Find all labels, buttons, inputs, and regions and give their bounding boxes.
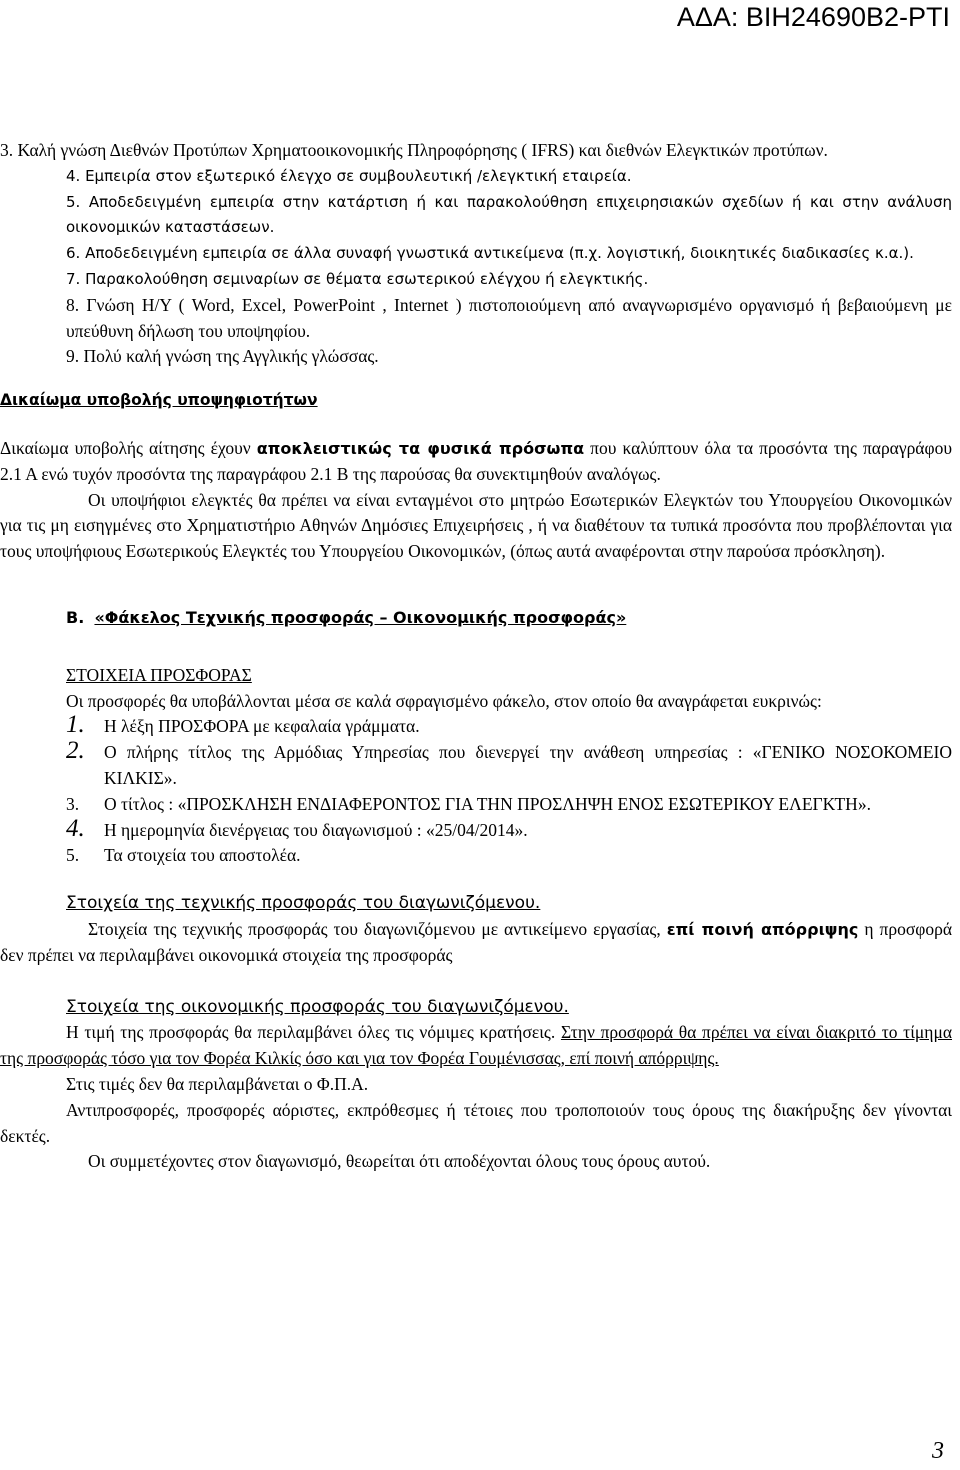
qual-item-8: 8. Γνώση Η/Υ ( Word, Excel, PowerPoint , Internet ) πιστοποιούμενη από αναγνωρισμένο οργανισμό ή βεβαιούμενη με υπεύθυνη δήλωση του υποψηφίου. xyxy=(66,294,952,341)
financial-paragraph-4: Οι συμμετέχοντες στον διαγωνισμό, θεωρείται ότι αποδέχονται όλους τους όρους αυτού. xyxy=(88,1151,711,1172)
technical-paragraph: Στοιχεία της τεχνικής προσφοράς του διαγωνιζόμενου με αντικείμενο εργασίας, επί ποινή απόρριψης η προσφορά δεν πρέπει να περιλαμβάνει οικονομικά στοιχεία της προσφοράς xyxy=(0,918,953,965)
financial-paragraph-2: Στις τιμές δεν θα περιλαμβάνεται ο Φ.Π.Α. xyxy=(66,1073,369,1094)
page-number: 3 xyxy=(932,1438,944,1464)
qual-item-9: 9. Πολύ καλή γνώση της Αγγλικής γλώσσας. xyxy=(66,346,379,367)
offer-item-5: 5. Τα στοιχεία του αποστολέα. xyxy=(66,845,301,866)
financial-paragraph-3: Αντιπροσφορές, προσφορές αόριστες, εκπρόθεσμες ή τέτοιες που τροποποιούν τους όρους της διακήρυξης δεν γίνονται δεκτές. xyxy=(0,1099,952,1146)
technical-bold-phrase: επί ποινή απόρριψης xyxy=(666,919,859,939)
offer-intro: Οι προσφορές θα υποβάλλονται μέσα σε καλά σφραγισμένο φάκελο, στον οποίο θα αναγράφεται ευκρινώς: xyxy=(66,690,822,711)
rights-heading: Δικαίωμα υποβολής υποψηφιοτήτων xyxy=(0,391,318,410)
qual-item-3: 3. Καλή γνώση Διεθνών Προτύπων Χρηματοοικονομικής Πληροφόρησης ( IFRS) και διεθνών Ελεγκτικών προτύπων. xyxy=(0,140,828,160)
section-b-title: Β. «Φάκελος Τεχνικής προσφοράς – Οικονομικής προσφοράς» xyxy=(66,607,627,627)
financial-underlined-note: Στην προσφορά θα πρέπει να είναι διακριτό το τίμημα της προσφοράς τόσο για τον Φορέα Κιλκίς όσο και για τον Φορέα Γουμένισσας, επί ποινή απόρριψης. xyxy=(0,1022,953,1069)
qual-item-6: 6. Αποδεδειγμένη εμπειρία σε άλλα συναφή γνωστικά αντικείμενα (π.χ. λογιστική, διοικητικές διαδικασίες κ.α.). xyxy=(66,244,914,263)
rights-bold-phrase: αποκλειστικώς τα φυσικά πρόσωπα xyxy=(256,438,585,458)
offer-item-1: 1. Η λέξη ΠΡΟΣΦΟΡΑ με κεφαλαία γράμματα. xyxy=(66,711,420,739)
offer-item-2: 2. Ο πλήρης τίτλος της Αρμόδιας Υπηρεσίας που διενεργεί την ανάθεση υπηρεσίας : «ΓΕΝΙΚΟ ΝΟΣΟΚΟΜΕΙΟ ΚΙΛΚΙΣ». xyxy=(66,737,952,788)
qual-item-7: 7. Παρακολούθηση σεμιναρίων σε θέματα εσωτερικού ελέγχου ή ελεγκτικής. xyxy=(66,269,649,288)
rights-paragraph-1: Δικαίωμα υποβολής αίτησης έχουν αποκλειστικώς τα φυσικά πρόσωπα που καλύπτουν όλα τα προσόντα της παραγράφου 2.1 Α ενώ τυχόν προσόντα της παραγράφου 2.1 Β της παρούσας θα συνεκτιμηθούν αναλόγως. xyxy=(0,437,952,484)
offer-item-4: 4. Η ημερομηνία διενέργειας του διαγωνισμού : «25/04/2014». xyxy=(66,814,528,842)
ada-code: ΑΔΑ: ΒΙΗ24690Β2-ΡΤΙ xyxy=(676,2,950,32)
qual-item-5: 5. Αποδεδειγμένη εμπειρία στην κατάρτιση ή και παρακολούθηση επιχειρησιακών σχεδίων ή και στην ανάλυση οικονομικών καταστάσεων. xyxy=(66,192,952,237)
technical-heading: Στοιχεία της τεχνικής προσφοράς του διαγωνιζόμενου. xyxy=(66,893,541,914)
offer-heading: ΣΤΟΙΧΕΙΑ ΠΡΟΣΦΟΡΑΣ xyxy=(66,664,252,685)
qual-item-4: 4. Εμπειρία στον εξωτερικό έλεγχο σε συμβουλευτική /ελεγκτική εταιρεία. xyxy=(66,166,632,185)
offer-item-3: 3. Ο τίτλος : «ΠΡΟΣΚΛΗΣΗ ΕΝΔΙΑΦΕΡΟΝΤΟΣ ΓΙΑ ΤΗΝ ΠΡΟΣΛΗΨΗ ΕΝΟΣ ΕΣΩΤΕΡΙΚΟΥ ΕΛΕΓΚΤΗ». xyxy=(66,793,871,814)
financial-paragraph-1: Η τιμή της προσφοράς θα περιλαμβάνει όλες τις νόμιμες κρατήσεις. Στην προσφορά θα πρέπει να είναι διακριτό το τίμημα της προσφοράς τόσο για τον Φορέα Κιλκίς όσο και για τον Φορέα Γουμένισσας, επί ποινή απόρριψης. xyxy=(0,1022,953,1069)
document-body xyxy=(0,138,952,1175)
offer-list xyxy=(0,711,952,869)
financial-heading: Στοιχεία της οικονομικής προσφοράς του διαγωνιζόμενου. xyxy=(66,996,569,1017)
rights-paragraph-2: Οι υποψήφιοι ελεγκτές θα πρέπει να είναι ενταγμένοι στο μητρώο Εσωτερικών Ελεγκτών του Υπουργείου Οικονομικών για τις μη εισηγμένες στο Χρηματιστήριο Αθηνών Δημόσιες Επιχειρήσεις , ή να διαθέτουν τα τυπικά προσόντα που προβλέπονται για τους υποψήφιους Εσωτερικούς Ελεγκτές του Υπουργείου Οικονομικών, (όπως αυτά αναφέρονται στην παρούσα πρόσκληση). xyxy=(0,489,952,562)
